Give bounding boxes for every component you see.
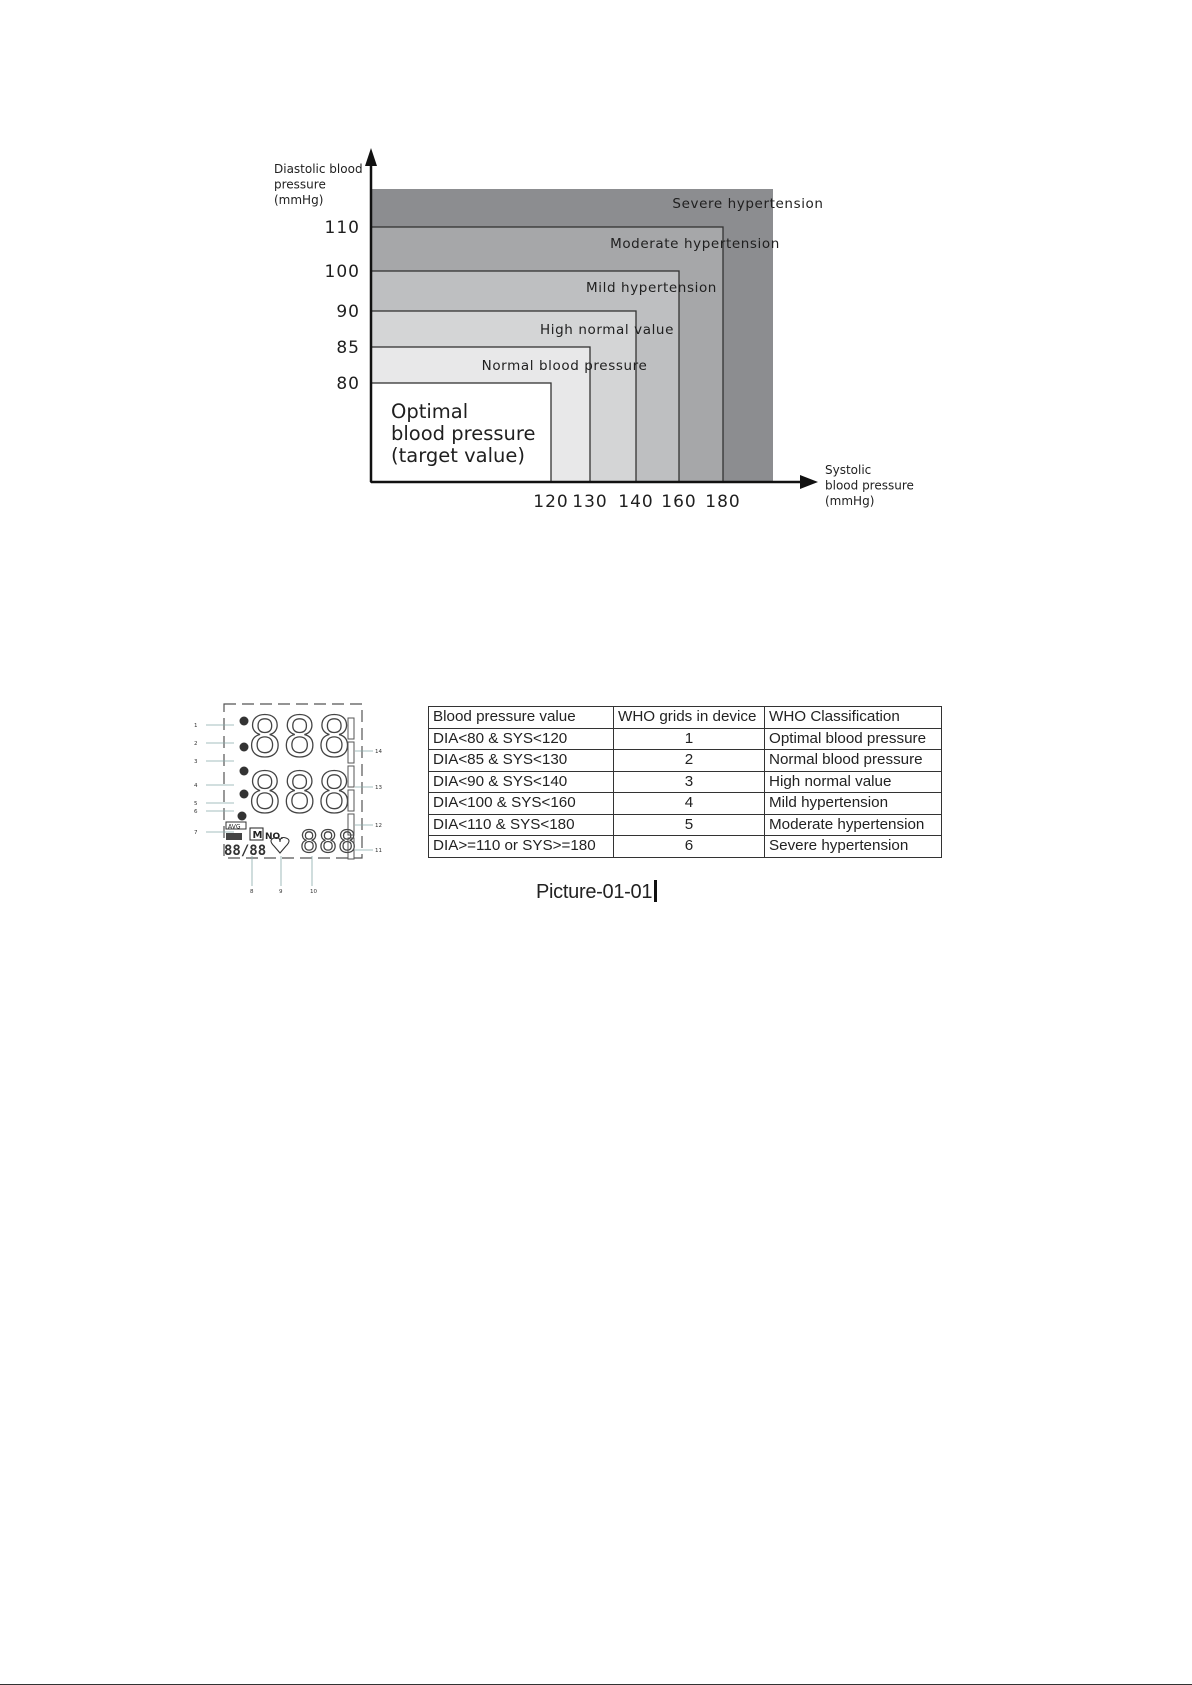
- figure-caption: [536, 880, 657, 904]
- classification-cell: Moderate hypertension: [765, 814, 942, 836]
- y-tick-label: 100: [324, 262, 360, 282]
- lcd-callout-number: 8: [250, 889, 254, 895]
- lcd-callout-number: 14: [375, 749, 382, 755]
- lcd-callout-number: 4: [194, 783, 198, 789]
- lcd-date-label: 88/88: [224, 843, 267, 859]
- zone-label: Moderate hypertension: [610, 236, 780, 252]
- optimal-zone-label: Optimal: [391, 400, 469, 423]
- x-tick-label: 180: [705, 492, 741, 512]
- y-axis-title: Diastolic blood: [274, 162, 363, 176]
- zone-label: High normal value: [540, 322, 674, 338]
- grid-cell: 4: [614, 793, 765, 815]
- zone-label: Normal blood pressure: [481, 358, 648, 374]
- x-axis-arrow: [800, 475, 818, 489]
- table-header-row: [429, 707, 942, 729]
- lcd-status-icon: [238, 812, 247, 821]
- bp-value-cell: DIA<90 & SYS<140: [429, 771, 614, 793]
- table-row: [429, 836, 942, 858]
- grid-cell: 6: [614, 836, 765, 858]
- lcd-callout-number: 10: [310, 889, 317, 895]
- lcd-diastolic-digits: 888: [248, 761, 353, 826]
- y-tick-label: 90: [336, 302, 360, 322]
- lcd-no-label: NO.: [265, 832, 284, 842]
- bp-value-cell: DIA>=110 or SYS>=180: [429, 836, 614, 858]
- classification-cell: Mild hypertension: [765, 793, 942, 815]
- lcd-status-icon: [240, 717, 249, 726]
- bp-value-cell: DIA<85 & SYS<130: [429, 750, 614, 772]
- lcd-memory-label: M: [252, 830, 263, 841]
- grid-cell: 5: [614, 814, 765, 836]
- x-tick-label: 130: [572, 492, 608, 512]
- lcd-display-diagram: [190, 700, 400, 910]
- classification-cell: Normal blood pressure: [765, 750, 942, 772]
- y-tick-label: 85: [336, 338, 360, 358]
- bp-value-cell: DIA<100 & SYS<160: [429, 793, 614, 815]
- header-bp-value: Blood pressure value: [429, 707, 614, 729]
- classification-cell: High normal value: [765, 771, 942, 793]
- lcd-status-icon: [240, 767, 249, 776]
- text-cursor: [654, 880, 657, 902]
- header-who-grids: WHO grids in device: [614, 707, 765, 729]
- zone-label: Severe hypertension: [672, 196, 824, 212]
- x-tick-label: 120: [533, 492, 569, 512]
- lcd-callout-number: 5: [194, 801, 198, 807]
- header-who-classification: WHO Classification: [765, 707, 942, 729]
- x-axis-title: blood pressure: [825, 478, 914, 493]
- caption-text: Picture-01-01: [536, 881, 653, 903]
- lcd-avg-label: AVG: [228, 823, 241, 831]
- lcd-pulse-digits: 888: [300, 825, 358, 860]
- table-row: [429, 750, 942, 772]
- y-axis-arrow: [365, 148, 377, 166]
- grid-cell: 3: [614, 771, 765, 793]
- lcd-callout-number: 13: [375, 785, 382, 791]
- lcd-callout-number: 3: [194, 759, 198, 765]
- lcd-callout-number: 11: [375, 848, 382, 854]
- x-axis-title: Systolic: [825, 463, 872, 477]
- y-axis-title: pressure: [274, 177, 326, 192]
- x-axis-title: (mmHg): [825, 494, 875, 508]
- table-row: [429, 771, 942, 793]
- x-tick-label: 160: [661, 492, 697, 512]
- lcd-callout-number: 9: [279, 889, 283, 895]
- bp-classification-chart: [0, 0, 1192, 560]
- lcd-callout-number: 2: [194, 741, 198, 747]
- bp-value-cell: DIA<110 & SYS<180: [429, 814, 614, 836]
- y-tick-label: 80: [336, 374, 360, 394]
- table-row: [429, 793, 942, 815]
- y-axis-title: (mmHg): [274, 193, 324, 207]
- lcd-callout-number: 1: [194, 723, 198, 729]
- lcd-callout-number: 12: [375, 823, 382, 829]
- grid-cell: 1: [614, 728, 765, 750]
- y-tick-label: 110: [324, 218, 360, 238]
- who-classification-table: [428, 706, 942, 858]
- optimal-zone-label: (target value): [391, 444, 525, 467]
- lcd-callout-number: 6: [194, 809, 198, 815]
- lcd-status-icon: [240, 790, 249, 799]
- optimal-zone-label: blood pressure: [391, 422, 536, 445]
- classification-cell: Severe hypertension: [765, 836, 942, 858]
- grid-cell: 2: [614, 750, 765, 772]
- zone-label: Mild hypertension: [586, 280, 717, 296]
- bp-value-cell: DIA<80 & SYS<120: [429, 728, 614, 750]
- classification-cell: Optimal blood pressure: [765, 728, 942, 750]
- lcd-callout-number: 7: [194, 830, 198, 836]
- lcd-battery-icon: [226, 833, 242, 840]
- lcd-status-icon: [240, 743, 249, 752]
- table-row: [429, 728, 942, 750]
- table-row: [429, 814, 942, 836]
- x-tick-label: 140: [618, 492, 654, 512]
- lcd-systolic-digits: 888: [248, 705, 353, 770]
